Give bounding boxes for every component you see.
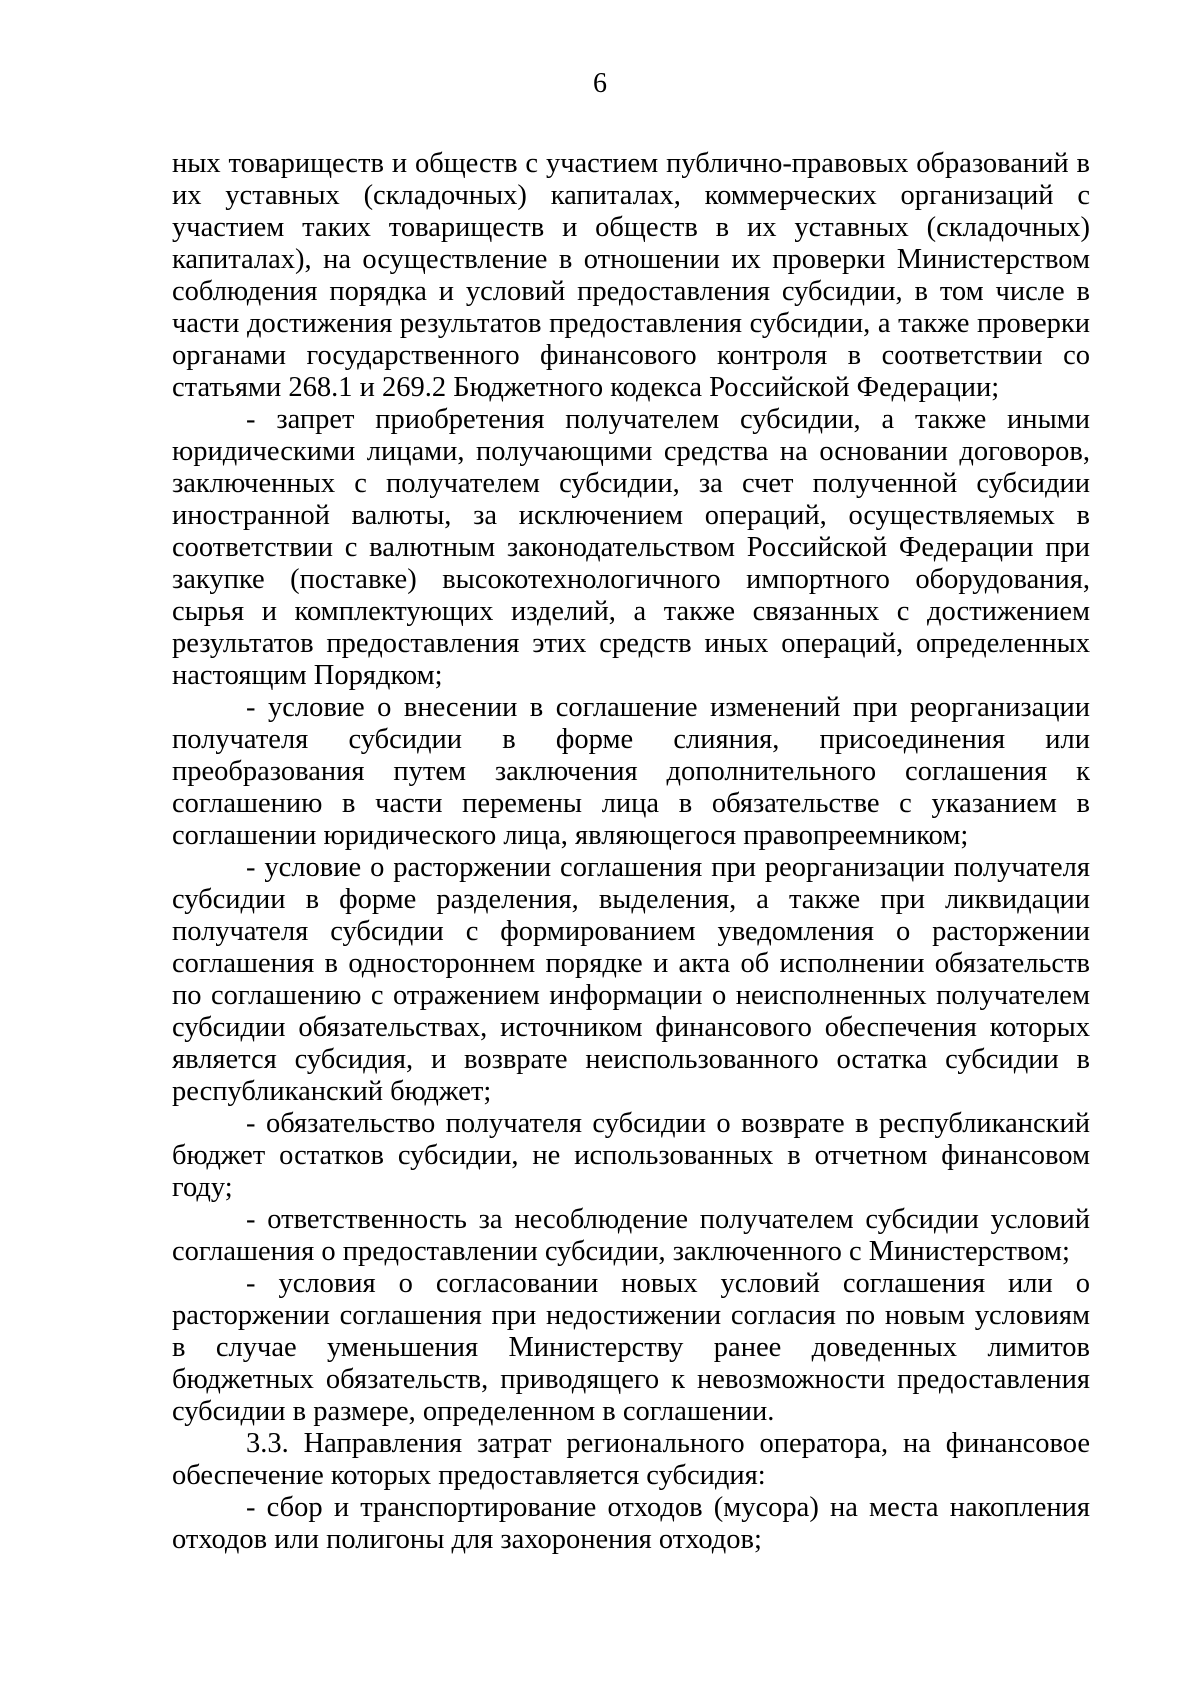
- paragraph-return-obligation: - обязательство получателя субсидии о возврате в республиканский бюджет остатков субсидии, не использованных в отчетном финансовом году;: [172, 1108, 1090, 1203]
- page-number: 6: [593, 68, 607, 99]
- paragraph-continuation: ных товариществ и обществ с участием публично-правовых образований в их уставных (складочных) капиталах, коммерческих организаций с участием таких товариществ и обществ в их уставных (складочных) капиталах), на осуществление в отношении их проверки Министерством соблюдения порядка и условий предоставления субсидии, в том числе в части достижения результатов предоставления субсидии, а также проверки органами государственного финансового контроля в соответствии со статьями 268.1 и 269.2 Бюджетного кодекса Российской Федерации;: [172, 148, 1090, 403]
- paragraph-reorganization-amendment: - условие о внесении в соглашение изменений при реорганизации получателя субсидии в форме слияния, присоединения или преобразования путем заключения дополнительного соглашения к соглашению в части перемены лица в обязательстве с указанием в соглашении юридического лица, являющегося правопреемником;: [172, 692, 1090, 851]
- paragraph-section-3-3: 3.3. Направления затрат регионального оператора, на финансовое обеспечение которых предоставляется субсидия:: [172, 1428, 1090, 1491]
- paragraph-liability: - ответственность за несоблюдение получателем субсидии условий соглашения о предоставлении субсидии, заключенного с Министерством;: [172, 1204, 1090, 1267]
- paragraph-currency-ban: - запрет приобретения получателем субсидии, а также иными юридическими лицами, получающими средства на основании договоров, заключенных с получателем субсидии, за счет полученной субсидии иностранной валюты, за исключением операций, осуществляемых в соответствии с валютным законодательством Российской Федерации при закупке (поставке) высокотехнологичного импортного оборудования, сырья и комплектующих изделий, а также связанных с достижением результатов предоставления этих средств иных операций, определенных настоящим Порядком;: [172, 404, 1090, 691]
- paragraph-new-conditions: - условия о согласовании новых условий соглашения или о расторжении соглашения при недостижении согласия по новым условиям в случае уменьшения Министерству ранее доведенных лимитов бюджетных обязательств, приводящего к невозможности предоставления субсидии в размере, определенном в соглашении.: [172, 1268, 1090, 1427]
- paragraph-termination-condition: - условие о расторжении соглашения при реорганизации получателя субсидии в форме разделения, выделения, а также при ликвидации получателя субсидии с формированием уведомления о расторжении соглашения в одностороннем порядке и акта об исполнении обязательств по соглашению с отражением информации о неисполненных получателем субсидии обязательствах, источником финансового обеспечения которых является субсидия, и возврате неиспользованного остатка субсидии в республиканский бюджет;: [172, 852, 1090, 1107]
- paragraph-waste-collection: - сбор и транспортирование отходов (мусора) на места накопления отходов или полигоны для захоронения отходов;: [172, 1492, 1090, 1555]
- document-body: [172, 148, 1090, 1556]
